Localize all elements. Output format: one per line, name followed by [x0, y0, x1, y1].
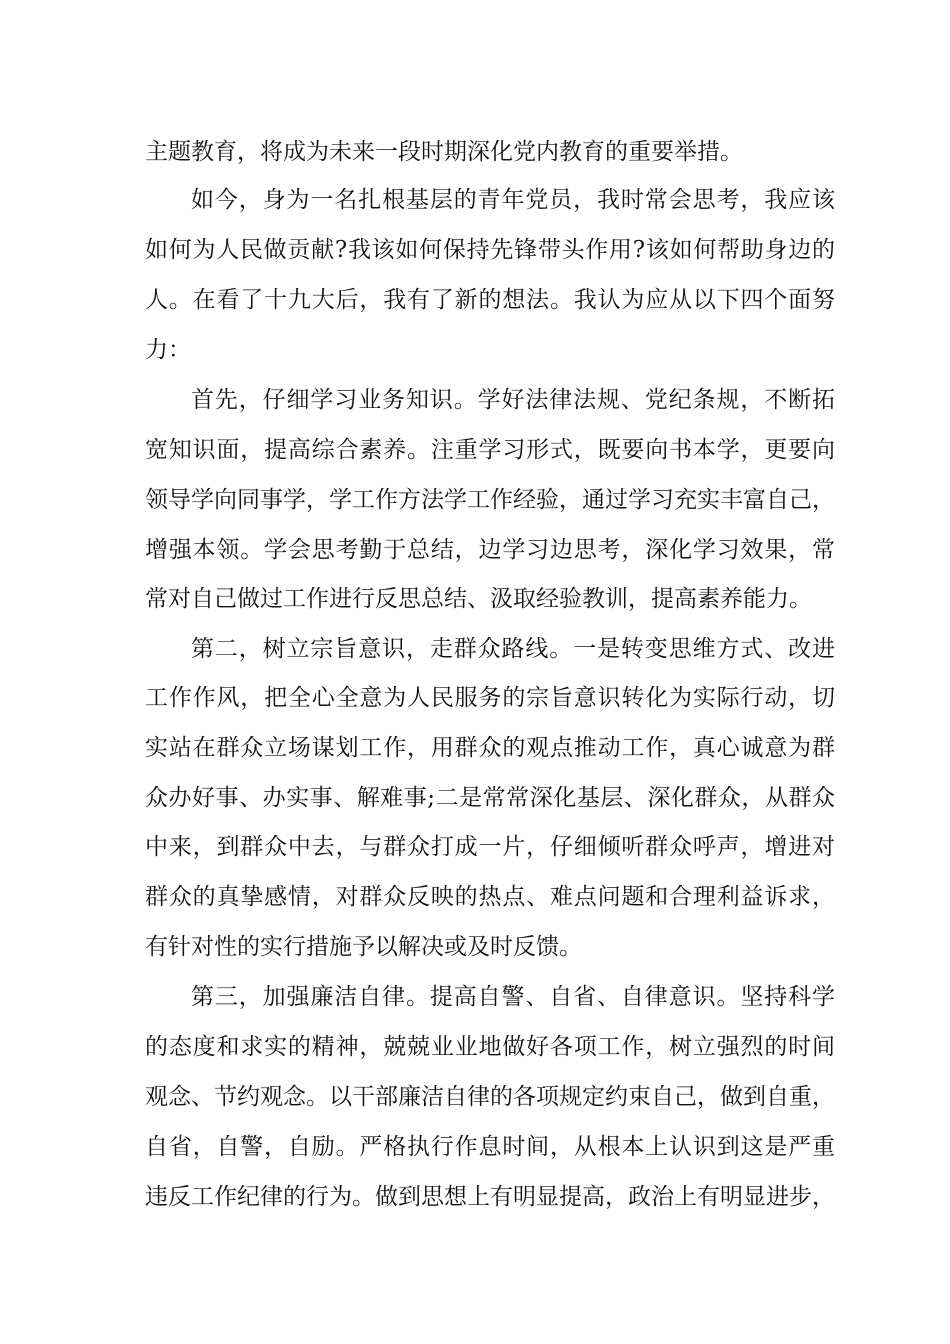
text-line-8: 领导学向同事学，学工作方法学工作经验，通过学习充实丰富自己，	[145, 487, 835, 513]
text-line-4: 人。在看了十九大后，我有了新的想法。我认为应从以下四个面努	[145, 287, 835, 313]
text-line-21: 自省，自警，自励。严格执行作息时间，从根本上认识到这是严重	[145, 1134, 835, 1160]
text-line-2: 如今，身为一名扎根基层的青年党员，我时常会思考，我应该	[191, 187, 835, 213]
text-line-22: 违反工作纪律的行为。做到思想上有明显提高，政治上有明显进步，	[145, 1184, 835, 1210]
text-line-10: 常对自己做过工作进行反思总结、汲取经验教训，提高素养能力。	[145, 586, 812, 612]
text-line-15: 中来，到群众中去，与群众打成一片，仔细倾听群众呼声，增进对	[145, 834, 835, 860]
text-line-12: 工作作风，把全心全意为人民服务的宗旨意识转化为实际行动，切	[145, 685, 835, 711]
text-line-16: 群众的真挚感情，对群众反映的热点、难点问题和合理利益诉求，	[145, 884, 835, 910]
text-line-9: 增强本领。学会思考勤于总结，边学习边思考，深化学习效果，常	[145, 537, 835, 563]
text-line-7: 宽知识面，提高综合素养。注重学习形式，既要向书本学，更要向	[145, 437, 835, 463]
text-line-13: 实站在群众立场谋划工作，用群众的观点推动工作，真心诚意为群	[145, 735, 835, 761]
text-line-19: 的态度和求实的精神，兢兢业业地做好各项工作，树立强烈的时间	[145, 1034, 835, 1060]
text-line-6: 首先，仔细学习业务知识。学好法律法规、党纪条规，不断拓	[191, 387, 835, 413]
text-line-17: 有针对性的实行措施予以解决或及时反馈。	[145, 934, 582, 960]
text-line-18: 第三，加强廉洁自律。提高自警、自省、自律意识。坚持科学	[191, 984, 835, 1010]
text-line-3: 如何为人民做贡献?我该如何保持先锋带头作用?该如何帮助身边的	[145, 237, 835, 263]
text-line-5: 力：	[145, 337, 191, 363]
text-line-11: 第二，树立宗旨意识，走群众路线。一是转变思维方式、改进	[191, 636, 835, 662]
text-line-20: 观念、节约观念。以干部廉洁自律的各项规定约束自己，做到自重，	[145, 1084, 835, 1110]
text-line-1: 主题教育，将成为未来一段时期深化党内教育的重要举措。	[145, 139, 743, 165]
text-line-14: 众办好事、办实事、解难事;二是常常深化基层、深化群众，从群众	[145, 785, 835, 811]
